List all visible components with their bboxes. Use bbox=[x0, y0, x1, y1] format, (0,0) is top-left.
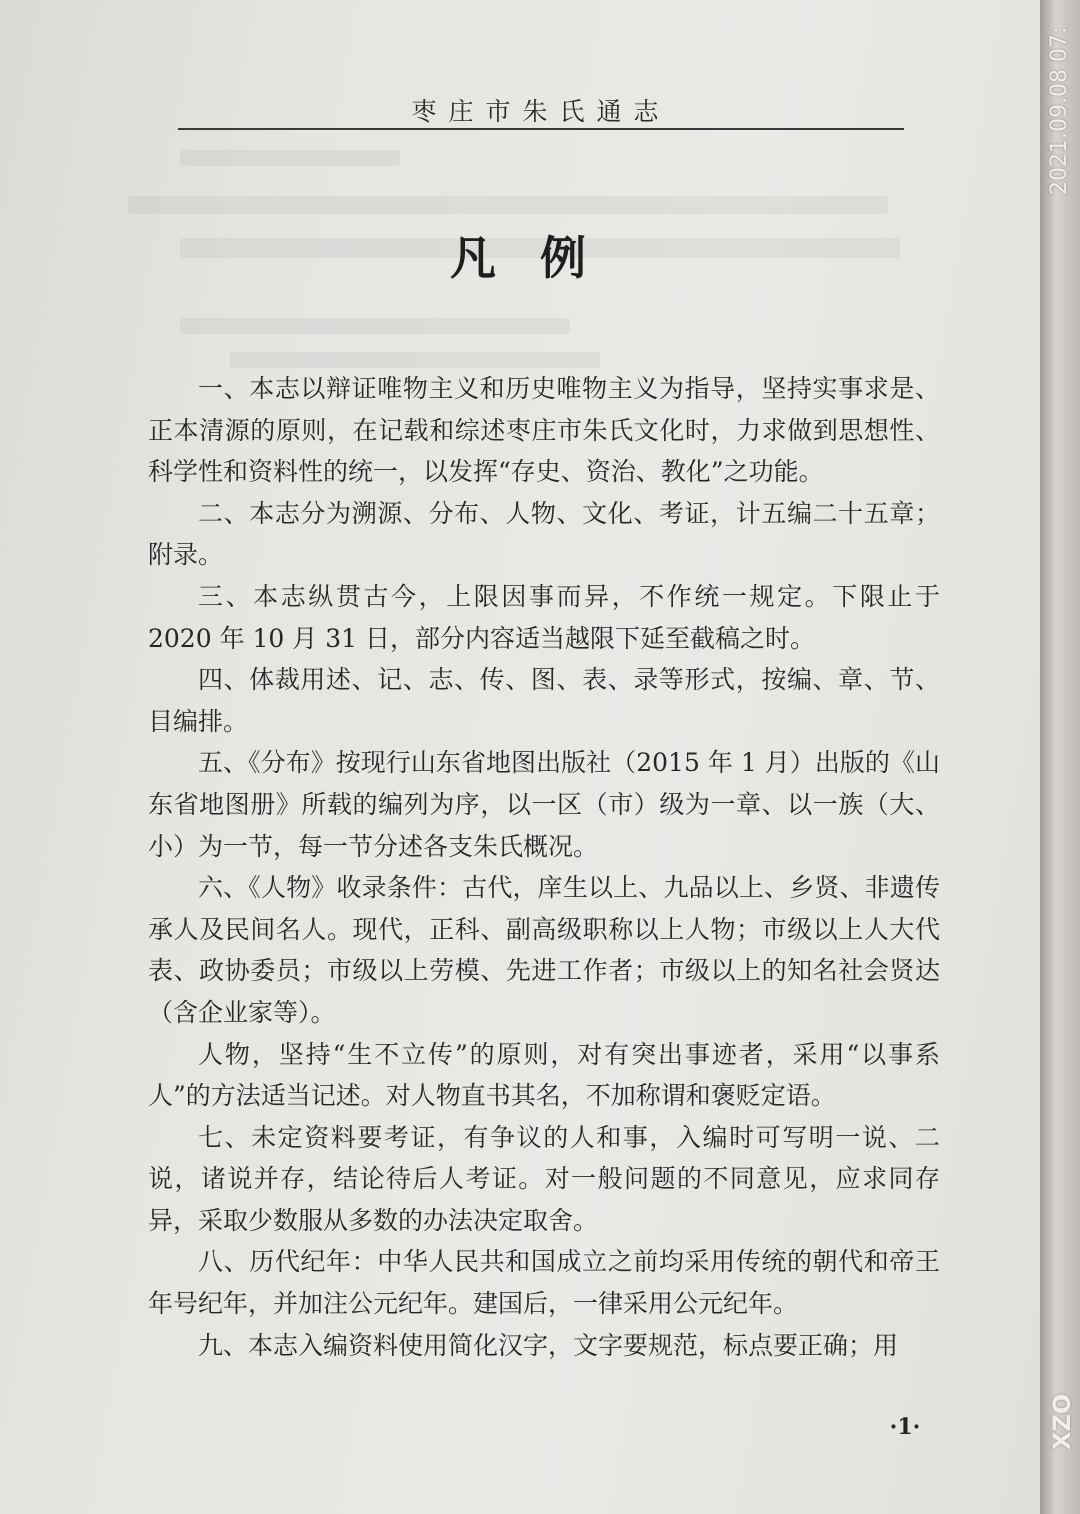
paragraph-3: 三、本志纵贯古今，上限因事而异，不作统一规定。下限止于 2020 年 10 月 31 日，部分内容适当越限下延至截稿之时。 bbox=[148, 581, 940, 653]
header-rule bbox=[178, 128, 904, 130]
paragraph-7: 七、未定资料要考证，有争议的人和事，入编时可写明一说、二说，诸说并存，结论待后人考证。对一般问题的不同意见，应求同存异，采取少数服从多数的办法决定取舍。 bbox=[148, 1122, 940, 1235]
page-number: ·1· bbox=[889, 1414, 921, 1440]
paragraph-8: 八、历代纪年：中华人民共和国成立之前均采用传统的朝代和帝王年号纪年，并加注公元纪年。建国后，一律采用公元纪年。 bbox=[148, 1247, 940, 1319]
camera-watermark bbox=[1044, 0, 1078, 1514]
running-header bbox=[178, 88, 904, 132]
bleed-through-line bbox=[180, 150, 400, 166]
paragraph-5: 五、《分布》按现行山东省地图出版社（2015 年 1 月）出版的《山东省地图册》所载的编列为序，以一区（市）级为一章、以一族（大、小）为一节，每一节分述各支朱氏概况。 bbox=[148, 748, 940, 861]
section-title: 凡例 bbox=[450, 231, 630, 285]
body-text bbox=[148, 368, 940, 1366]
bleed-through-line bbox=[180, 318, 570, 334]
paragraph-2: 二、本志分为溯源、分布、人物、文化、考证，计五编二十五章；附录。 bbox=[148, 498, 940, 570]
bleed-through-line bbox=[128, 196, 888, 214]
paragraph-9: 九、本志入编资料使用简化汉字，文字要规范，标点要正确；用 bbox=[198, 1330, 899, 1360]
watermark-brand: XZO bbox=[1048, 1393, 1076, 1450]
paragraph-6: 六、《人物》收录条件：古代，庠生以上、九品以上、乡贤、非遗传承人及民间名人。现代，正科、副高级职称以上人物；市级以上人大代表、政协委员；市级以上劳模、先进工作者；市级以上的知名社会贤达（含企业家等）。 bbox=[148, 873, 940, 1027]
paragraph-6b: 人物，坚持“生不立传”的原则，对有突出事迹者，采用“以事系人”的方法适当记述。对人物直书其名，不加称谓和褒贬定语。 bbox=[148, 1039, 940, 1111]
watermark-timestamp: 2021.09.08 07: bbox=[1047, 26, 1072, 195]
bleed-through-line bbox=[230, 352, 600, 368]
paragraph-4: 四、体裁用述、记、志、传、图、表、录等形式，按编、章、节、目编排。 bbox=[148, 665, 940, 736]
paragraph-1: 一、本志以辩证唯物主义和历史唯物主义为指导，坚持实事求是、正本清源的原则，在记载和综述枣庄市朱氏文化时，力求做到思想性、科学性和资料性的统一，以发挥“存史、资治、教化”之功能。 bbox=[148, 374, 940, 487]
running-header-title: 枣庄市朱氏通志 bbox=[411, 97, 671, 126]
